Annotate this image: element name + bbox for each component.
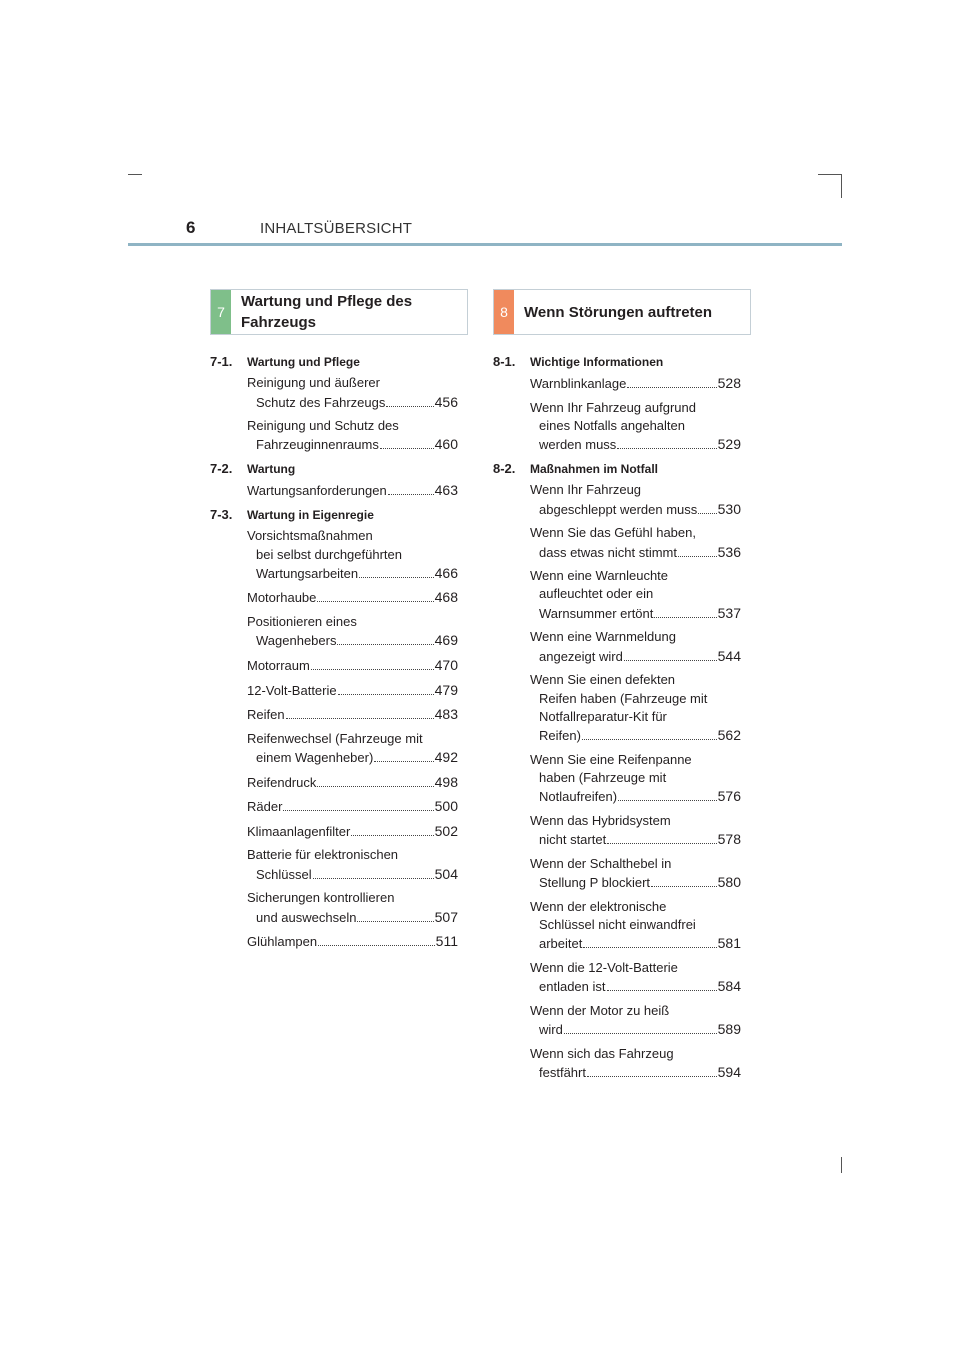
dot-leader (359, 577, 434, 578)
toc-entry[interactable] (493, 481, 741, 519)
entry-title-line: Klimaanlagenfilter (247, 823, 351, 839)
entry-last-line (247, 681, 458, 700)
page-ref: 578 (717, 831, 741, 848)
page-ref: 544 (717, 647, 741, 664)
entry-title-line: Notfallreparatur-Kit für (539, 708, 667, 724)
dot-leader (678, 556, 717, 557)
page-ref: 456 (434, 393, 458, 410)
toc-entry[interactable] (493, 399, 741, 455)
entry-last-line (247, 656, 458, 675)
page-ref: 460 (434, 436, 458, 453)
entry-title-line: Positionieren eines (247, 614, 357, 630)
dot-leader (317, 786, 433, 787)
page-ref: 502 (434, 822, 458, 839)
page-ref: 466 (434, 564, 458, 581)
entry-last-line (247, 908, 458, 927)
chapter-heading-7 (241, 290, 412, 334)
toc-entry[interactable] (493, 628, 741, 666)
entry-last-line (247, 435, 458, 454)
entry-last-line (530, 977, 741, 996)
entry-last-line (247, 865, 458, 884)
entry-last-line (247, 588, 458, 607)
dot-leader (654, 617, 716, 618)
toc-section (210, 506, 458, 952)
page-ref: 536 (717, 543, 741, 560)
entry-title-line: Batterie für elektronischen (247, 847, 399, 863)
entry-title-line: Reinigung und äußerer (247, 375, 380, 391)
entry-title-line: Wagenhebers (256, 633, 337, 649)
dot-leader (587, 1076, 717, 1077)
entry-title-line: Warnsummer ertönt (539, 605, 654, 621)
entry-title-line: Wenn Ihr Fahrzeug (530, 482, 642, 498)
entry-title-line: Warnblinkanlage (530, 376, 627, 392)
entry-title-line: einem Wagenheber) (256, 750, 374, 766)
section-number: 8-1. (493, 354, 516, 369)
entry-last-line (247, 932, 458, 951)
entry-last-line (530, 435, 741, 454)
toc-section (493, 353, 741, 455)
page-title: INHALTSÜBERSICHT (260, 220, 413, 237)
page-ref: 483 (434, 706, 458, 723)
page-ref: 580 (717, 874, 741, 891)
dot-leader (617, 448, 716, 449)
entry-title-line: Schutz des Fahrzeugs (256, 394, 386, 410)
section-number: 7-1. (210, 354, 233, 369)
entry-title-line: Reifenwechsel (Fahrzeuge mit (247, 730, 423, 746)
section-name: Wartung in Eigenregie (247, 507, 374, 522)
entry-title-line: Reifen haben (Fahrzeuge mit (539, 690, 708, 706)
entry-last-line (247, 773, 458, 792)
entry-title-line: Motorraum (247, 657, 310, 673)
section-name: Maßnahmen im Notfall (530, 462, 659, 477)
dot-leader (283, 810, 433, 811)
entry-title-line: Wartungsarbeiten (256, 565, 359, 581)
toc-entry[interactable] (210, 681, 458, 700)
toc-entry[interactable] (210, 822, 458, 841)
toc-entry[interactable] (493, 855, 741, 893)
dot-leader (624, 660, 717, 661)
entry-title-line: angezeigt wird (539, 648, 623, 664)
entry-title-line: haben (Fahrzeuge mit (539, 770, 667, 786)
entry-last-line (530, 1020, 741, 1039)
crop-mark (841, 1157, 842, 1173)
dot-leader (318, 945, 435, 946)
toc-entry[interactable] (493, 959, 741, 997)
entry-last-line (247, 797, 458, 816)
entry-title-line: abgeschleppt werden muss (539, 501, 698, 517)
page-ref: 530 (717, 500, 741, 517)
toc-entry[interactable] (210, 932, 458, 951)
entry-title-line: 12-Volt-Batterie (247, 682, 337, 698)
page-ref: 584 (717, 978, 741, 995)
section-number: 7-2. (210, 461, 233, 477)
dot-leader (698, 513, 716, 514)
toc-entry[interactable] (210, 374, 458, 412)
entry-title-line: aufleuchtet oder ein (539, 586, 654, 602)
entry-last-line (247, 393, 458, 412)
toc-entry[interactable] (493, 812, 741, 850)
page-ref: 504 (434, 865, 458, 882)
page-ref: 581 (717, 935, 741, 952)
entry-title-line: Wenn das Hybridsystem (530, 812, 671, 828)
entry-title-line: Stellung P blockiert (539, 875, 651, 891)
dot-leader (317, 601, 433, 602)
entry-title-line: Motorhaube (247, 590, 317, 606)
chapter-tab-7: 7 (211, 290, 231, 334)
entry-last-line (530, 787, 741, 806)
entry-title-line: Notlaufreifen) (539, 789, 618, 805)
chapter-box-7 (210, 289, 468, 335)
toc-entry[interactable] (493, 751, 741, 807)
toc-entry[interactable] (493, 567, 741, 623)
entry-title-line: Reifen (247, 707, 285, 723)
toc-entry[interactable] (210, 797, 458, 816)
section-name: Wartung (247, 462, 296, 477)
toc-entry[interactable] (493, 671, 741, 745)
page-number: 6 (186, 218, 196, 237)
entry-title-line: und auswechseln (256, 909, 357, 925)
dot-leader (357, 921, 433, 922)
toc-entry[interactable] (493, 524, 741, 562)
entry-title-line: wird (539, 1022, 563, 1038)
toc-entry[interactable] (493, 898, 741, 954)
entry-title-line: Sicherungen kontrollieren (247, 890, 395, 906)
toc-column-left (210, 353, 458, 957)
entry-title-line: Wenn der Schalthebel in (530, 855, 672, 871)
dot-leader (388, 494, 434, 495)
dot-leader (651, 886, 717, 887)
dot-leader (311, 669, 434, 670)
page-ref: 463 (434, 482, 458, 499)
dot-leader (607, 990, 717, 991)
toc-entry[interactable] (210, 730, 458, 768)
entry-last-line (530, 500, 741, 519)
toc-entry[interactable] (210, 705, 458, 724)
chapter-heading-line: Wartung und Pflege des (241, 293, 413, 310)
dot-leader (338, 694, 434, 695)
entry-title-line: Wenn der Motor zu heiß (530, 1002, 670, 1018)
page-ref: 589 (717, 1021, 741, 1038)
entry-last-line (530, 830, 741, 849)
page-ref: 470 (434, 656, 458, 673)
chapter-box-8 (493, 289, 751, 335)
entry-last-line (247, 705, 458, 724)
page-ref: 479 (434, 681, 458, 698)
entry-title-line: Reifendruck (247, 774, 317, 790)
chapter-heading-8 (524, 290, 712, 334)
page-ref: 492 (434, 749, 458, 766)
entry-title-line: Reifen) (539, 728, 581, 744)
dot-leader (582, 739, 717, 740)
page-ref: 529 (717, 436, 741, 453)
entry-last-line (530, 543, 741, 562)
page-ref: 469 (434, 632, 458, 649)
entry-last-line (530, 1063, 741, 1082)
dot-leader (583, 947, 716, 948)
toc-section (210, 460, 458, 501)
entry-title-line: Wenn Sie das Gefühl haben, (530, 525, 696, 541)
entry-title-line: Wenn Ihr Fahrzeug aufgrund (530, 399, 696, 415)
section-name: Wichtige Informationen (530, 355, 664, 369)
entry-title-line: dass etwas nicht stimmt (539, 544, 677, 560)
page-ref: 537 (717, 604, 741, 621)
toc-entry[interactable] (493, 374, 741, 393)
dot-leader (313, 878, 434, 879)
entry-last-line (247, 481, 458, 500)
entry-title-line: Wenn eine Warnmeldung (530, 629, 676, 645)
entry-title-line: festfährt (539, 1064, 586, 1080)
entry-last-line (247, 822, 458, 841)
toc-entry[interactable] (210, 656, 458, 675)
dot-leader (607, 843, 716, 844)
section-number: 8-2. (493, 461, 516, 477)
entry-title-line: Wenn eine Warnleuchte (530, 568, 669, 584)
dot-leader (380, 448, 434, 449)
page-ref: 498 (434, 773, 458, 790)
entry-title-line: Räder (247, 799, 283, 815)
page-ref: 507 (434, 908, 458, 925)
entry-title-line: Vorsichtsmaßnahmen (247, 528, 373, 544)
entry-title-line: arbeitet (539, 936, 583, 952)
entry-title-line: Wenn sich das Fahrzeug (530, 1045, 674, 1061)
dot-leader (627, 387, 716, 388)
entry-title-line: Wenn die 12-Volt-Batterie (530, 959, 678, 975)
toc-entry[interactable] (493, 1002, 741, 1040)
dot-leader (351, 835, 433, 836)
entry-title-line: Reinigung und Schutz des (247, 418, 399, 434)
dot-leader (618, 800, 717, 801)
toc-entry[interactable] (210, 846, 458, 884)
entry-last-line (530, 647, 741, 666)
crop-mark (128, 174, 142, 175)
crop-mark (841, 174, 842, 198)
entry-title-line: Glühlampen (247, 934, 318, 950)
page-ref: 468 (434, 589, 458, 606)
toc-section (210, 353, 458, 455)
page-ref: 500 (434, 798, 458, 815)
toc-entry[interactable] (210, 527, 458, 583)
entry-title-line: Wartungsanforderungen (247, 483, 387, 499)
entry-last-line (530, 726, 741, 745)
entry-title-line: eines Notfalls angehalten (539, 418, 685, 434)
toc-entry[interactable] (210, 773, 458, 792)
chapter-heading-line: Wenn Störungen auftreten (524, 303, 713, 321)
toc-entry[interactable] (210, 588, 458, 607)
toc-entry[interactable] (210, 613, 458, 651)
dot-leader (286, 718, 434, 719)
entry-title-line: entladen ist (539, 979, 606, 995)
header-rule (128, 243, 842, 246)
toc-entry[interactable] (493, 1045, 741, 1083)
entry-title-line: bei selbst durchgeführten (256, 546, 402, 562)
entry-title-line: Schlüssel (256, 866, 312, 882)
entry-last-line (247, 748, 458, 767)
chapter-tab-8: 8 (494, 290, 514, 334)
entry-last-line (530, 873, 741, 892)
toc-entry[interactable] (210, 889, 458, 927)
page-ref: 576 (717, 788, 741, 805)
crop-mark (818, 174, 842, 175)
entry-title-line: Schlüssel nicht einwandfrei (539, 916, 696, 932)
chapter-heading-line: Fahrzeugs (241, 314, 317, 331)
dot-leader (337, 644, 433, 645)
dot-leader (374, 761, 433, 762)
entry-title-line: Fahrzeuginnenraums (256, 437, 379, 453)
entry-title-line: nicht startet (539, 832, 607, 848)
entry-last-line (530, 604, 741, 623)
dot-leader (386, 406, 433, 407)
page-ref: 594 (717, 1063, 741, 1080)
toc-entry[interactable] (210, 481, 458, 500)
toc-entry[interactable] (210, 417, 458, 455)
entry-title-line: werden muss (539, 437, 617, 453)
page-ref: 511 (435, 933, 458, 950)
dot-leader (564, 1033, 717, 1034)
entry-title-line: Wenn der elektronische (530, 898, 667, 914)
toc-column-right (493, 353, 741, 1088)
section-number: 7-3. (210, 506, 233, 522)
entry-last-line (530, 374, 741, 393)
section-name: Wartung und Pflege (247, 355, 360, 369)
entry-title-line: Wenn Sie einen defekten (530, 672, 676, 688)
entry-last-line (247, 564, 458, 583)
toc-section (493, 460, 741, 1082)
entry-last-line (247, 631, 458, 650)
page-ref: 528 (717, 375, 741, 392)
entry-last-line (530, 934, 741, 953)
page-ref: 562 (717, 727, 741, 744)
entry-title-line: Wenn Sie eine Reifenpanne (530, 751, 692, 767)
